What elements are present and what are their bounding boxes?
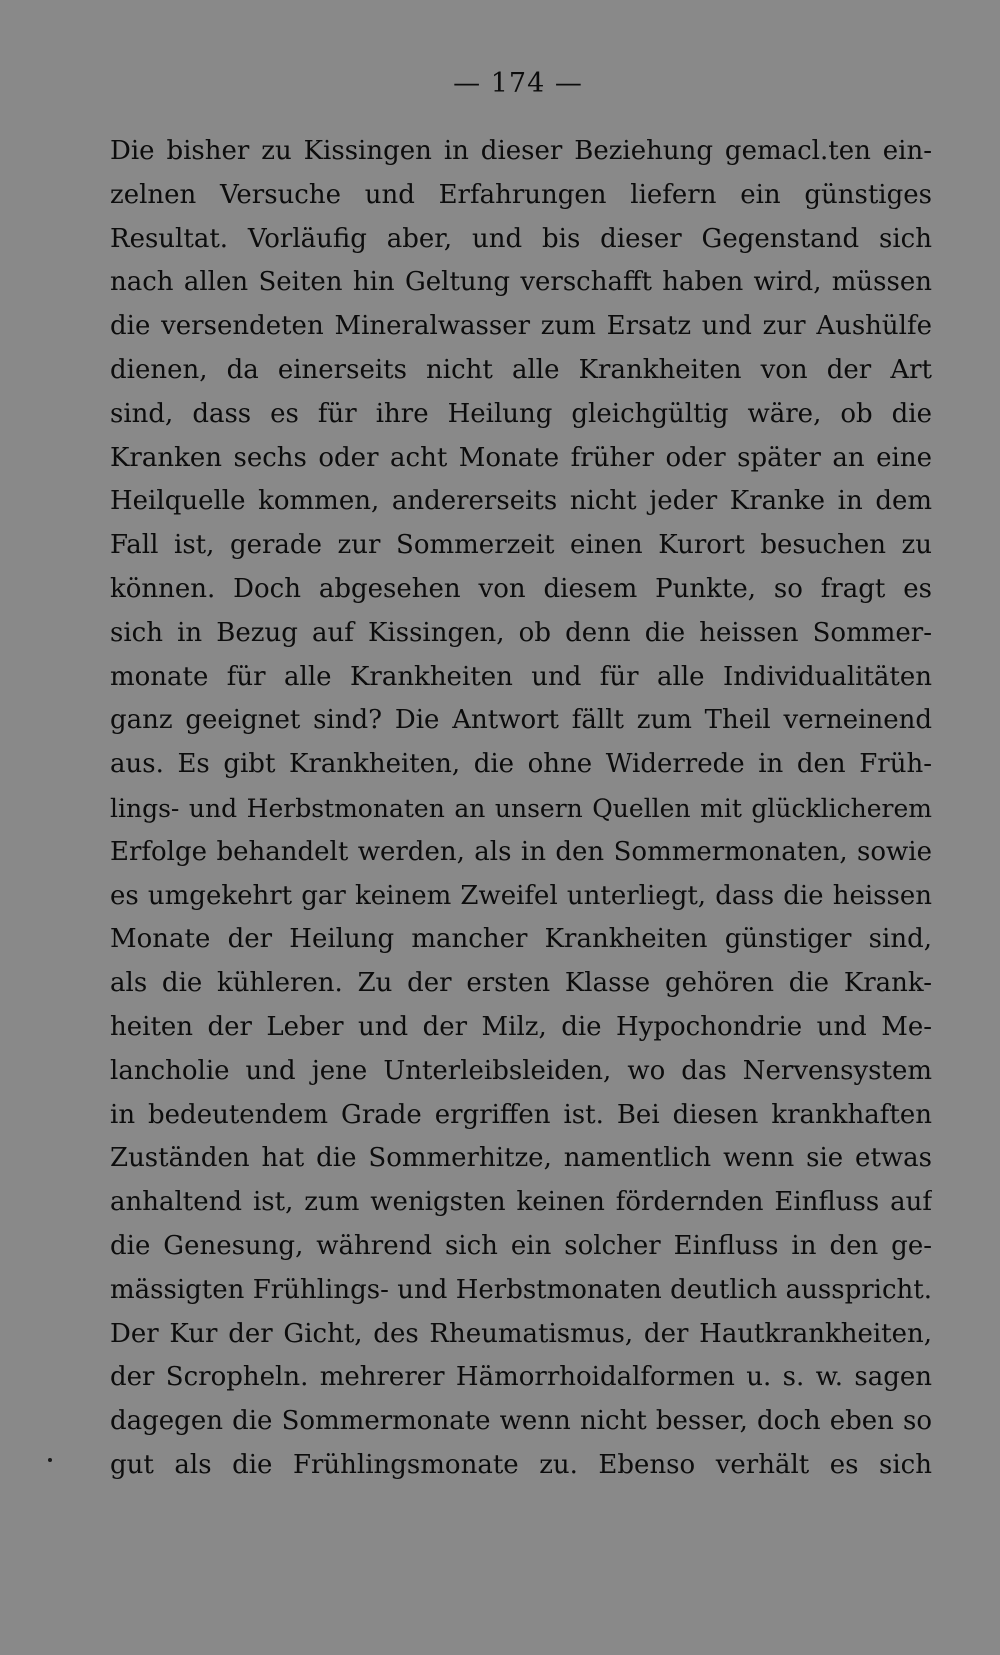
- text-line: in bedeutendem Grade ergriffen ist. Bei diesen krankhaften: [110, 1099, 932, 1130]
- text-line: gut als die Frühlingsmonate zu. Ebenso verhält es sich: [110, 1449, 932, 1480]
- text-line: Kranken sechs oder acht Monate früher oder später an eine: [110, 442, 932, 473]
- text-line: sich in Bezug auf Kissingen, ob denn die heissen Sommer-: [110, 617, 932, 648]
- text-line: die Genesung, während sich ein solcher Einfluss in den ge-: [110, 1230, 932, 1261]
- text-line: monate für alle Krankheiten und für alle Individualitäten: [110, 661, 932, 692]
- text-line: aus. Es gibt Krankheiten, die ohne Widerrede in den Früh-: [110, 749, 932, 780]
- text-line: Fall ist, gerade zur Sommerzeit einen Kurort besuchen zu: [110, 530, 932, 561]
- text-line: heiten der Leber und der Milz, die Hypochondrie und Me-: [110, 1011, 932, 1042]
- text-line: mässigten Frühlings- und Herbstmonaten deutlich ausspricht.: [110, 1274, 932, 1305]
- page-number: — 174 —: [453, 68, 583, 99]
- text-line: zelnen Versuche und Erfahrungen liefern ein günstiges: [110, 179, 932, 210]
- text-line: Zuständen hat die Sommerhitze, namentlich wenn sie etwas: [110, 1143, 932, 1174]
- text-line: Heilquelle kommen, andererseits nicht jeder Kranke in dem: [110, 486, 932, 517]
- text-line: Monate der Heilung mancher Krankheiten günstiger sind,: [110, 924, 932, 955]
- text-line: können. Doch abgesehen von diesem Punkte, so fragt es: [110, 573, 932, 604]
- text-line: Resultat. Vorläufig aber, und bis dieser Gegenstand sich: [110, 223, 932, 254]
- text-line: lancholie und jene Unterleibsleiden, wo das Nervensystem: [110, 1055, 932, 1086]
- text-line: sind, dass es für ihre Heilung gleichgültig wäre, ob die: [110, 398, 932, 429]
- text-line: die versendeten Mineralwasser zum Ersatz und zur Aushülfe: [110, 311, 932, 342]
- text-line: anhaltend ist, zum wenigsten keinen fördernden Einfluss auf: [110, 1187, 932, 1218]
- text-line: als die kühleren. Zu der ersten Klasse gehören die Krank-: [110, 968, 932, 999]
- text-line: dagegen die Sommermonate wenn nicht besser, doch eben so: [110, 1406, 932, 1437]
- text-line: Die bisher zu Kissingen in dieser Beziehung gemacl.ten ein-: [110, 136, 932, 166]
- scan-speck: [48, 1458, 52, 1462]
- text-line: Der Kur der Gicht, des Rheumatismus, der Hautkrankheiten,: [110, 1318, 932, 1349]
- text-line: es umgekehrt gar keinem Zweifel unterliegt, dass die heissen: [110, 880, 932, 911]
- text-line: der Scropheln. mehrerer Hämorrhoidalformen u. s. w. sagen: [110, 1362, 932, 1393]
- page-body-text: [110, 130, 932, 1488]
- text-line: Erfolge behandelt werden, als in den Sommermonaten, sowie: [110, 836, 932, 867]
- text-line: lings- und Herbstmonaten an unsern Quellen mit glücklicherem: [110, 793, 932, 823]
- text-line: dienen, da einerseits nicht alle Krankheiten von der Art: [110, 354, 932, 385]
- text-line: nach allen Seiten hin Geltung verschafft haben wird, müssen: [110, 267, 932, 298]
- text-line: ganz geeignet sind? Die Antwort fällt zum Theil verneinend: [110, 705, 932, 736]
